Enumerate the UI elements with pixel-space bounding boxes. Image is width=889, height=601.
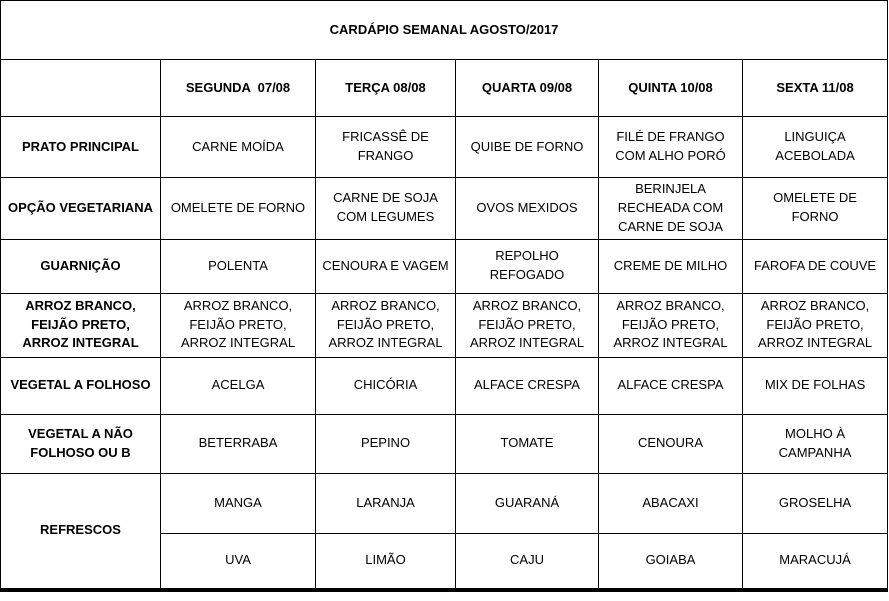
menu-cell: GUARANÁ bbox=[456, 473, 599, 533]
row-vegetal-folhoso bbox=[1, 357, 888, 414]
row-label-refrescos: REFRESCOS bbox=[1, 473, 161, 590]
menu-cell: ARROZ BRANCO, FEIJÃO PRETO, ARROZ INTEGRAL bbox=[456, 293, 599, 357]
menu-cell: POLENTA bbox=[161, 239, 316, 293]
row-refrescos-1 bbox=[1, 473, 888, 533]
menu-cell: LARANJA bbox=[316, 473, 456, 533]
menu-cell: CENOURA E VAGEM bbox=[316, 239, 456, 293]
row-label-opcao-vegetariana: OPÇÃO VEGETARIANA bbox=[1, 178, 161, 240]
day-header-segunda: SEGUNDA 07/08 bbox=[161, 60, 316, 117]
menu-cell: CARNE MOÍDA bbox=[161, 117, 316, 178]
menu-cell: FILÉ DE FRANGO COM ALHO PORÓ bbox=[599, 117, 743, 178]
menu-cell: CENOURA bbox=[599, 414, 743, 473]
menu-cell: REPOLHO REFOGADO bbox=[456, 239, 599, 293]
menu-cell: PEPINO bbox=[316, 414, 456, 473]
menu-cell: ALFACE CRESPA bbox=[599, 357, 743, 414]
title-row bbox=[1, 1, 888, 60]
menu-cell: ARROZ BRANCO, FEIJÃO PRETO, ARROZ INTEGRAL bbox=[161, 293, 316, 357]
menu-cell: FAROFA DE COUVE bbox=[743, 239, 888, 293]
menu-cell: MARACUJÁ bbox=[743, 533, 888, 590]
menu-cell: LIMÃO bbox=[316, 533, 456, 590]
page-title: CARDÁPIO SEMANAL AGOSTO/2017 bbox=[1, 1, 888, 60]
menu-cell: ARROZ BRANCO, FEIJÃO PRETO, ARROZ INTEGRAL bbox=[599, 293, 743, 357]
day-header-quinta: QUINTA 10/08 bbox=[599, 60, 743, 117]
menu-cell: ARROZ BRANCO, FEIJÃO PRETO, ARROZ INTEGRAL bbox=[316, 293, 456, 357]
menu-cell: MIX DE FOLHAS bbox=[743, 357, 888, 414]
menu-cell: UVA bbox=[161, 533, 316, 590]
day-header-row bbox=[1, 60, 888, 117]
menu-cell: CHICÓRIA bbox=[316, 357, 456, 414]
menu-cell: MOLHO À CAMPANHA bbox=[743, 414, 888, 473]
corner-cell bbox=[1, 60, 161, 117]
menu-cell: ACELGA bbox=[161, 357, 316, 414]
row-label-vegetal-nao-folhoso: VEGETAL A NÃO FOLHOSO OU B bbox=[1, 414, 161, 473]
menu-cell: ALFACE CRESPA bbox=[456, 357, 599, 414]
menu-cell: BERINJELA RECHEADA COM CARNE DE SOJA bbox=[599, 178, 743, 240]
menu-cell: QUIBE DE FORNO bbox=[456, 117, 599, 178]
menu-cell: GROSELHA bbox=[743, 473, 888, 533]
menu-cell: OMELETE DE FORNO bbox=[161, 178, 316, 240]
row-arroz-feijao bbox=[1, 293, 888, 357]
row-label-prato-principal: PRATO PRINCIPAL bbox=[1, 117, 161, 178]
menu-cell: GOIABA bbox=[599, 533, 743, 590]
menu-cell: OMELETE DE FORNO bbox=[743, 178, 888, 240]
day-header-quarta: QUARTA 09/08 bbox=[456, 60, 599, 117]
row-label-arroz-feijao: ARROZ BRANCO, FEIJÃO PRETO, ARROZ INTEGRAL bbox=[1, 293, 161, 357]
menu-cell: TOMATE bbox=[456, 414, 599, 473]
menu-cell: CARNE DE SOJA COM LEGUMES bbox=[316, 178, 456, 240]
menu-cell: ARROZ BRANCO, FEIJÃO PRETO, ARROZ INTEGRAL bbox=[743, 293, 888, 357]
menu-cell: MANGA bbox=[161, 473, 316, 533]
day-header-sexta: SEXTA 11/08 bbox=[743, 60, 888, 117]
menu-cell: CAJU bbox=[456, 533, 599, 590]
row-label-guarnicao: GUARNIÇÃO bbox=[1, 239, 161, 293]
row-prato-principal bbox=[1, 117, 888, 178]
menu-cell: LINGUIÇA ACEBOLADA bbox=[743, 117, 888, 178]
row-vegetal-nao-folhoso bbox=[1, 414, 888, 473]
menu-cell: OVOS MEXIDOS bbox=[456, 178, 599, 240]
menu-cell: CREME DE MILHO bbox=[599, 239, 743, 293]
row-label-vegetal-folhoso: VEGETAL A FOLHOSO bbox=[1, 357, 161, 414]
menu-cell: ABACAXI bbox=[599, 473, 743, 533]
menu-cell: FRICASSÊ DE FRANGO bbox=[316, 117, 456, 178]
row-guarnicao bbox=[1, 239, 888, 293]
menu-cell: BETERRABA bbox=[161, 414, 316, 473]
day-header-terca: TERÇA 08/08 bbox=[316, 60, 456, 117]
row-opcao-vegetariana bbox=[1, 178, 888, 240]
